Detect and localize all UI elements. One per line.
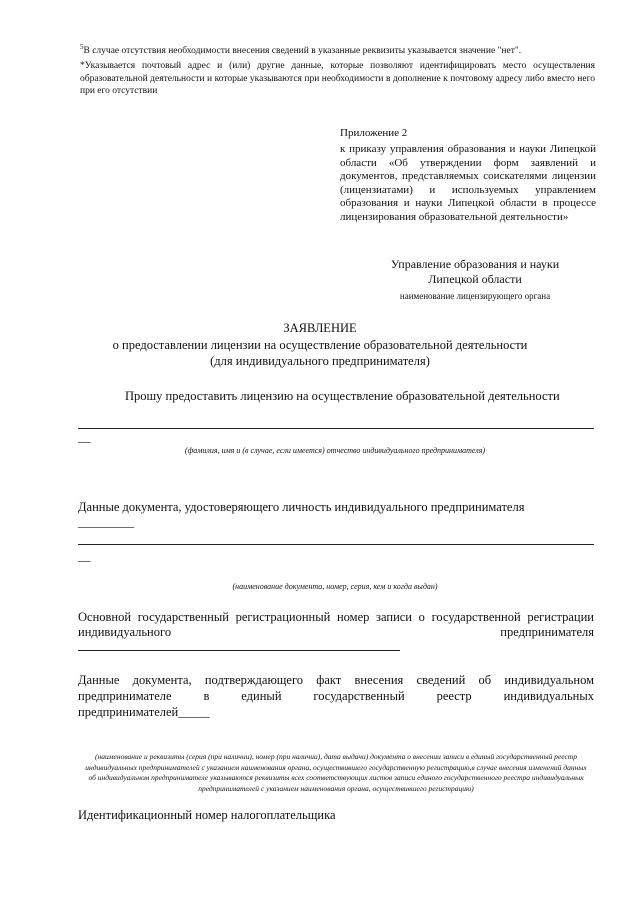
inn-label: Идентификационный номер налогоплательщика bbox=[78, 808, 336, 822]
authority-line-2: Липецкой области bbox=[428, 272, 522, 286]
applicant-name-line bbox=[78, 428, 594, 429]
document-subtitle-2: (для индивидуального предпринимателя) bbox=[210, 354, 430, 368]
identity-doc-trail: _________ bbox=[78, 515, 135, 529]
document-title: ЗАЯВЛЕНИЕ bbox=[283, 321, 357, 335]
identity-doc-dash: __ bbox=[78, 549, 91, 563]
registry-label-2: предпринимателе в единый государственный реестр индивидуальных bbox=[78, 689, 594, 703]
footnote-marker: 5 bbox=[80, 42, 84, 51]
identity-doc-label: Данные документа, удостоверяющего личность индивидуального предпринимателя bbox=[78, 500, 525, 514]
appendix-title: Приложение 2 bbox=[340, 127, 408, 139]
ogrn-label-1: Основной государственный регистрационный номер записи о государственной регистрации bbox=[78, 610, 594, 624]
footnote-5 bbox=[80, 42, 595, 58]
appendix-text: к приказу управления образования и науки Липецкой области «Об утверждении форм заявлений и документов, представляемых соискателями лицензии (лицензиатами) и используемых управлением образования и науки Липецкой области в процессе лицензирования образовательной деятельности» bbox=[340, 143, 596, 223]
footnote-star: *Указывается почтовый адрес и (или) другие данные, которые позволяют идентифицировать место осуществления образовательной деятельности и которые указываются при необходимости в дополнение к почтовому адресу либо вместо него при его отсутствии bbox=[80, 61, 595, 96]
applicant-name-dash: __ bbox=[78, 430, 91, 444]
identity-doc-caption: (наименование документа, номер, серия, кем и когда выдан) bbox=[232, 582, 438, 591]
registry-label-1: Данные документа, подтверждающего факт внесения сведений об индивидуальном bbox=[78, 673, 594, 687]
identity-doc-line bbox=[78, 544, 594, 545]
ogrn-label-2: индивидуального предпринимателя bbox=[78, 625, 594, 639]
document-subtitle-1: о предоставлении лицензии на осуществление образовательной деятельности bbox=[112, 338, 528, 352]
footnote-5-text: В случае отсутствия необходимости внесения сведений в указанные реквизиты указывается значение "нет". bbox=[83, 46, 522, 56]
request-text: Прошу предоставить лицензию на осуществление образовательной деятельности bbox=[125, 389, 560, 403]
registry-label-3: предпринимателей_____ bbox=[78, 705, 210, 719]
authority-caption: наименование лицензирующего органа bbox=[399, 291, 551, 301]
registry-caption: (наименование и реквизиты (серия (при наличии), номер (при наличии), дата выдачи) документа о внесении записи в единый государственный реестр индивидуальных предпринимателей с указанием наименования органа, осуществившего государственную регистрацию,в случае внесения изменений данных об индивидуальном предпринимателе указываются реквизиты всех соответствующих листов записи единого государственного реестра индивидуальных предпринимателей с указанием наименования органа, осуществившего регистрацию) bbox=[85, 752, 587, 793]
authority-line-1: Управление образования и науки bbox=[390, 257, 560, 271]
applicant-name-caption: (фамилия, имя и (в случае, если имеется) отчество индивидуального предпринимателя) bbox=[184, 446, 486, 455]
ogrn-line bbox=[78, 650, 400, 651]
